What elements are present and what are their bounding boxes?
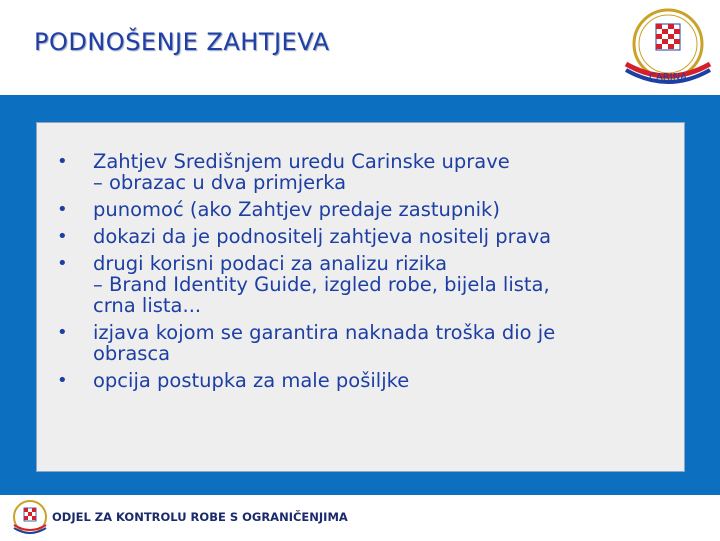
bullet-text: obrasca: [93, 342, 171, 365]
list-item: [57, 322, 667, 364]
bullet-text: Zahtjev Središnjem uredu Carinske uprave: [93, 150, 510, 173]
list-item: [57, 151, 667, 193]
list-item: [57, 199, 667, 220]
content-box: [36, 122, 685, 472]
customs-logo: [620, 4, 716, 88]
bullet-text: – Brand Identity Guide, izgled robe, bijela lista,: [93, 273, 550, 296]
slide-title: PODNOŠENJE ZAHTJEVA: [34, 28, 330, 56]
bullet-text: drugi korisni podaci za analizu rizika: [93, 252, 448, 275]
bullet-text: opcija postupka za male pošiljke: [93, 369, 410, 392]
bullet-text: izjava kojom se garantira naknada troška dio je: [93, 321, 556, 344]
bullet-icon: •: [57, 370, 68, 391]
bullet-icon: •: [57, 151, 68, 172]
bullet-icon: •: [57, 226, 68, 247]
logo-label: CARINA: [648, 72, 688, 83]
list-item: [57, 253, 667, 316]
bullet-text: crna lista...: [93, 294, 202, 317]
list-item: [57, 370, 667, 391]
bullet-icon: •: [57, 322, 68, 343]
bullet-text: dokazi da je podnositelj zahtjeva nositelj prava: [93, 225, 552, 248]
bullet-text: punomoć (ako Zahtjev predaje zastupnik): [93, 198, 500, 221]
bullet-icon: •: [57, 253, 68, 274]
footer-text: ODJEL ZA KONTROLU ROBE S OGRANIČENJIMA: [52, 510, 348, 524]
bullet-list: [57, 151, 667, 397]
bullet-icon: •: [57, 199, 68, 220]
bullet-text: – obrazac u dva primjerka: [93, 171, 347, 194]
footer-logo-icon: [10, 497, 50, 537]
list-item: [57, 226, 667, 247]
